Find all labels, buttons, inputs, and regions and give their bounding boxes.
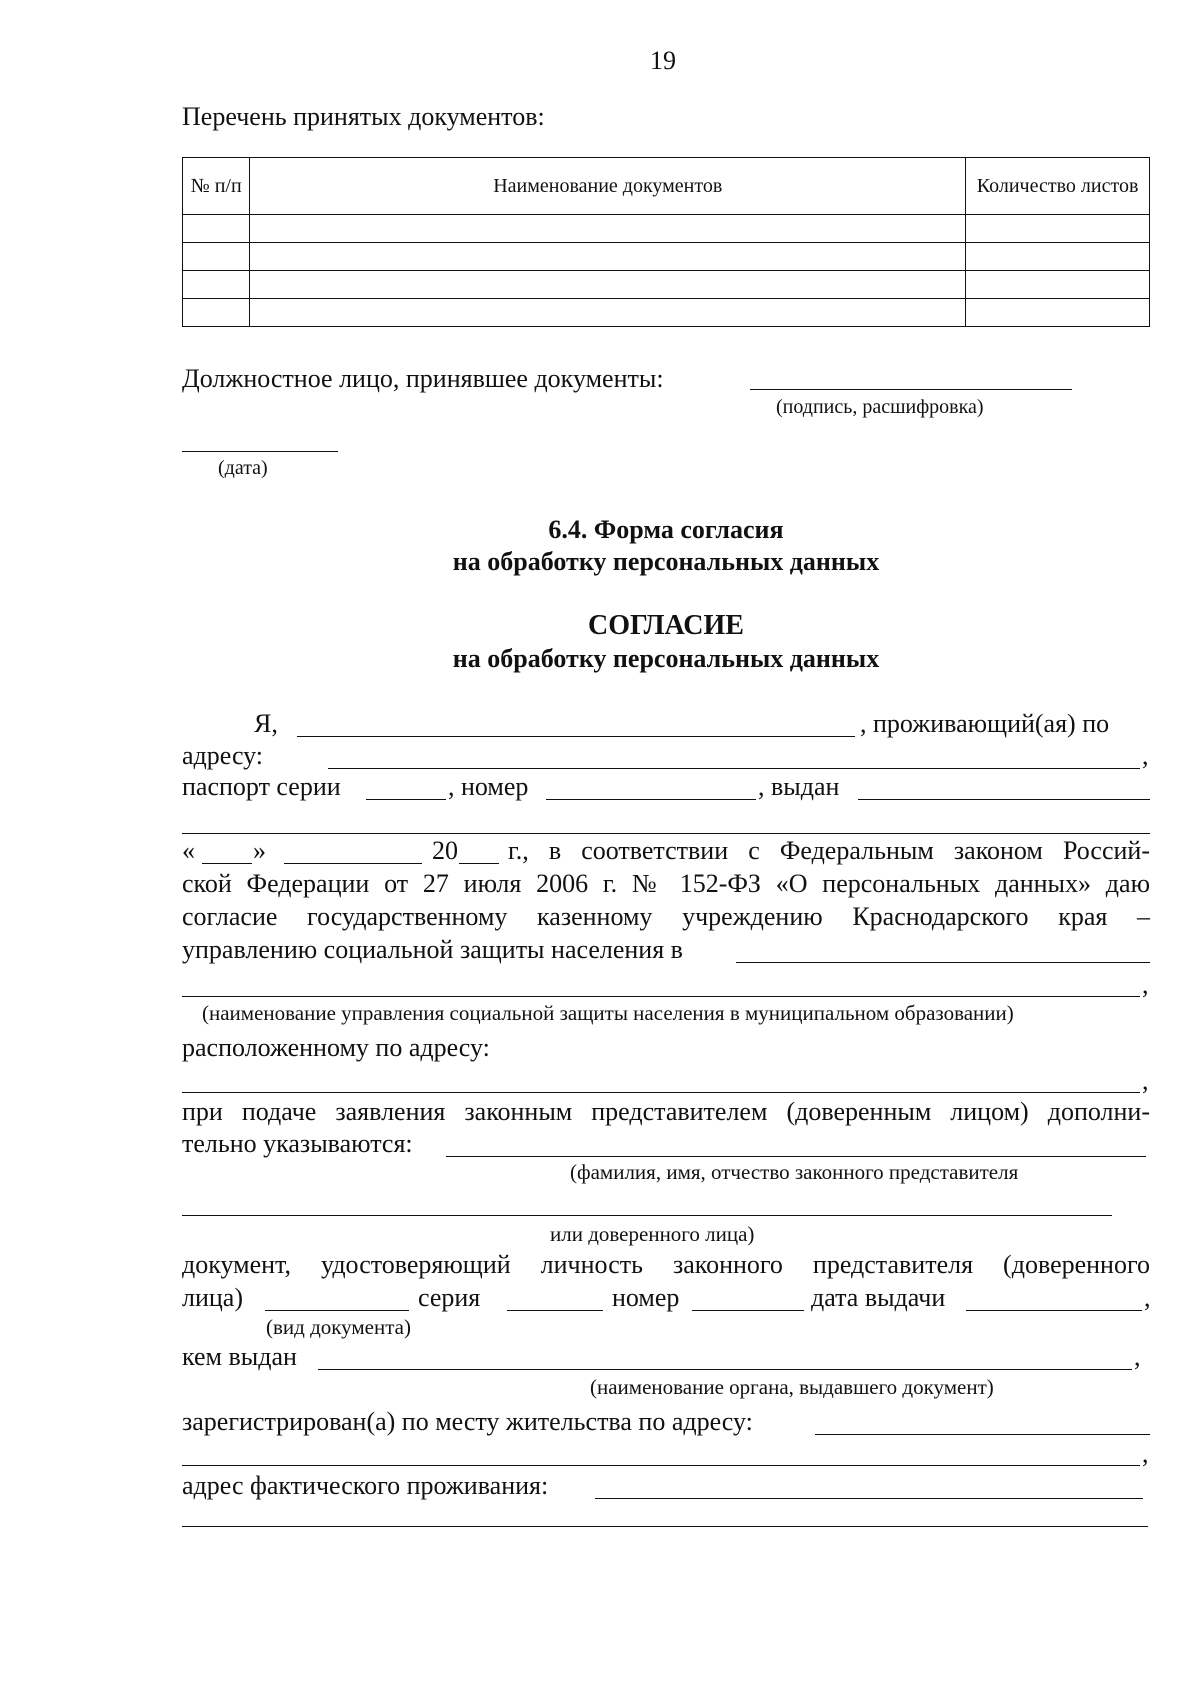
table-cell[interactable] bbox=[966, 215, 1150, 243]
consent-text-line: г., в соответствии с Федеральным законом Россий- bbox=[508, 836, 1150, 865]
consent-title: СОГЛАСИЕ bbox=[588, 610, 744, 641]
issued-by-label: кем выдан bbox=[182, 1342, 297, 1371]
department-continuation-field[interactable] bbox=[182, 996, 1140, 997]
col-count-header: Количество листов bbox=[966, 158, 1150, 215]
actual-address-continuation-field[interactable] bbox=[182, 1526, 1148, 1527]
address-field[interactable] bbox=[328, 768, 1140, 769]
passport-issued-field[interactable] bbox=[858, 799, 1150, 800]
issued-by-field[interactable] bbox=[318, 1369, 1132, 1370]
table-cell[interactable] bbox=[966, 271, 1150, 299]
consent-text-line: согласие государственному казенному учреждению Краснодарского края – bbox=[182, 902, 1150, 931]
doc-number-label: номер bbox=[612, 1283, 680, 1312]
representative-caption-cont: или доверенного лица) bbox=[550, 1222, 755, 1246]
table-cell[interactable] bbox=[183, 299, 250, 327]
passport-issued-label: , выдан bbox=[758, 772, 840, 801]
doc-number-field[interactable] bbox=[692, 1310, 804, 1311]
doc-line-comma: , bbox=[1144, 1283, 1151, 1312]
table-cell[interactable] bbox=[183, 243, 250, 271]
doc-type-label: лица) bbox=[182, 1283, 244, 1312]
department-comma: , bbox=[1142, 970, 1149, 999]
registration-address-field[interactable] bbox=[815, 1434, 1150, 1435]
located-address-comma: , bbox=[1142, 1066, 1149, 1095]
doc-series-label: серия bbox=[418, 1283, 481, 1312]
table-cell[interactable] bbox=[183, 215, 250, 243]
passport-series-field[interactable] bbox=[366, 799, 446, 800]
located-address-field[interactable] bbox=[182, 1092, 1140, 1093]
department-caption: (наименование управления социальной защиты населения в муниципальном образовании) bbox=[202, 1001, 1014, 1025]
residing-label: , проживающий(ая) по bbox=[860, 709, 1110, 738]
located-address-label: расположенному по адресу: bbox=[182, 1033, 490, 1062]
month-field[interactable] bbox=[284, 863, 422, 864]
table-cell[interactable] bbox=[250, 299, 966, 327]
table-cell[interactable] bbox=[183, 271, 250, 299]
representative-name-continuation-field[interactable] bbox=[182, 1215, 1112, 1216]
table-row bbox=[183, 243, 1150, 271]
page-number: 19 bbox=[650, 46, 676, 75]
doc-issue-date-field[interactable] bbox=[966, 1310, 1142, 1311]
passport-number-label: , номер bbox=[448, 772, 529, 801]
consent-text-line: при подаче заявления законным представителем (доверенным лицом) дополни- bbox=[182, 1097, 1150, 1126]
section-heading: 6.4. Форма согласия bbox=[548, 515, 784, 544]
registration-address-continuation-field[interactable] bbox=[182, 1465, 1140, 1466]
issued-by-continuation-field[interactable] bbox=[182, 833, 1150, 834]
docs-list-title: Перечень принятых документов: bbox=[182, 102, 545, 131]
col-name-header: Наименование документов bbox=[250, 158, 966, 215]
address-comma: , bbox=[1142, 741, 1149, 770]
consent-text-line: тельно указываются: bbox=[182, 1129, 413, 1158]
documents-table bbox=[182, 157, 1150, 327]
consent-ya-label: Я, bbox=[254, 709, 278, 738]
address-label: адресу: bbox=[182, 741, 264, 770]
table-header-row bbox=[183, 158, 1150, 215]
date-quote-open: « bbox=[182, 836, 195, 865]
day-field[interactable] bbox=[202, 863, 252, 864]
table-row bbox=[183, 215, 1150, 243]
doc-type-field[interactable] bbox=[265, 1310, 409, 1311]
consent-subtitle: на обработку персональных данных bbox=[452, 644, 880, 673]
doc-type-caption: (вид документа) bbox=[266, 1315, 411, 1339]
registration-comma: , bbox=[1142, 1439, 1149, 1468]
consent-text-line: управлению социальной защиты населения в bbox=[182, 935, 683, 964]
table-cell[interactable] bbox=[250, 243, 966, 271]
table-cell[interactable] bbox=[966, 243, 1150, 271]
issued-by-comma: , bbox=[1134, 1342, 1141, 1371]
table-cell[interactable] bbox=[966, 299, 1150, 327]
passport-number-field[interactable] bbox=[546, 799, 756, 800]
table-cell[interactable] bbox=[250, 215, 966, 243]
table-cell[interactable] bbox=[250, 271, 966, 299]
year-field[interactable] bbox=[459, 863, 499, 864]
full-name-field[interactable] bbox=[297, 736, 855, 737]
representative-name-field[interactable] bbox=[446, 1156, 1146, 1157]
official-label: Должностное лицо, принявшее документы: bbox=[182, 364, 664, 393]
col-number-header: № п/п bbox=[183, 158, 250, 215]
actual-address-label: адрес фактического проживания: bbox=[182, 1471, 549, 1500]
actual-address-field[interactable] bbox=[595, 1498, 1143, 1499]
table-row bbox=[183, 299, 1150, 327]
year-prefix: 20 bbox=[432, 836, 458, 865]
passport-series-label: паспорт серии bbox=[182, 772, 341, 801]
registration-address-label: зарегистрирован(а) по месту жительства по адресу: bbox=[182, 1407, 753, 1436]
representative-caption: (фамилия, имя, отчество законного представителя bbox=[570, 1160, 1019, 1184]
doc-issue-date-label: дата выдачи bbox=[811, 1283, 946, 1312]
issuer-caption: (наименование органа, выдавшего документ) bbox=[590, 1375, 994, 1399]
signature-line[interactable] bbox=[750, 389, 1072, 390]
table-row bbox=[183, 271, 1150, 299]
doc-series-field[interactable] bbox=[507, 1310, 603, 1311]
department-field[interactable] bbox=[736, 962, 1150, 963]
date-quote-close: » bbox=[253, 836, 266, 865]
section-subheading: на обработку персональных данных bbox=[452, 547, 880, 576]
signature-caption: (подпись, расшифровка) bbox=[776, 396, 984, 418]
consent-text-line: документ, удостоверяющий личность законного представителя (доверенного bbox=[182, 1250, 1150, 1279]
date-caption: (дата) bbox=[218, 457, 268, 479]
consent-text-line: ской Федерации от 27 июля 2006 г. № 152-ФЗ «О персональных данных» даю bbox=[182, 869, 1150, 898]
date-line[interactable] bbox=[182, 451, 338, 452]
